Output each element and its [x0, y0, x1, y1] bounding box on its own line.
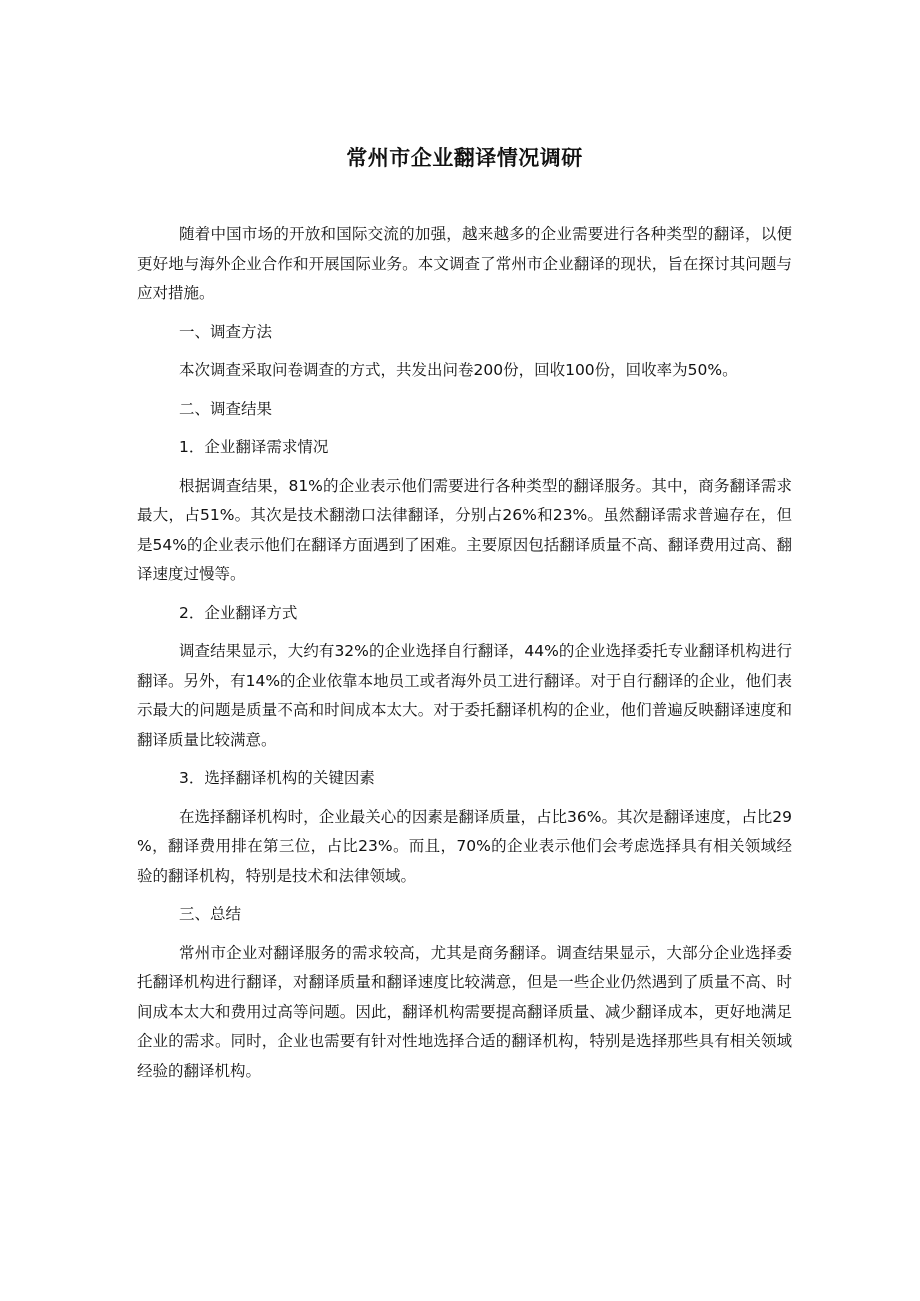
- subheading-demand: 1．企业翻译需求情况: [179, 438, 329, 456]
- section-heading-summary: 三、总结: [179, 905, 242, 923]
- section-heading-methods: 一、调查方法: [179, 322, 273, 341]
- key-factors-paragraph: 在选择翻译机构时，企业最关心的因素是翻译质量，占比36%。其次是翻译速度，占比29%，翻译费用排在第三位，占比23%。而且，70%的企业表示他们会考虑选择具有相关领域经验的翻译机构，特别是技术和法律领域。: [137, 807, 792, 885]
- subheading-methods-of-translation: 2．企业翻译方式: [179, 603, 298, 622]
- intro-paragraph: 随着中国市场的开放和国际交流的加强，越来越多的企业需要进行各种类型的翻译，以便更好地与海外企业合作和开展国际业务。本文调查了常州市企业翻译的现状，旨在探讨其问题与应对措施。: [137, 225, 792, 302]
- methods-paragraph: 本次调查采取问卷调查的方式，共发出问卷200份，回收100份，回收率为50%。: [179, 361, 738, 379]
- section-heading-results: 二、调查结果: [179, 399, 273, 418]
- summary-paragraph: 常州市企业对翻译服务的需求较高，尤其是商务翻译。调查结果显示，大部分企业选择委托翻译机构进行翻译，对翻译质量和翻译速度比较满意，但是一些企业仍然遇到了质量不高、时间成本太大和费用过高等问题。因此，翻译机构需要提高翻译质量、减少翻译成本，更好地满足企业的需求。同时，企业也需要有针对性地选择合适的翻译机构，特别是选择那些具有相关领域经验的翻译机构。: [137, 943, 792, 1080]
- translation-methods-paragraph: 调查结果显示，大约有32%的企业选择自行翻译，44%的企业选择委托专业翻译机构进行翻译。另外，有14%的企业依靠本地员工或者海外员工进行翻译。对于自行翻译的企业，他们表示最大的问题是质量不高和时间成本太大。对于委托翻译机构的企业，他们普遍反映翻译速度和翻译质量比较满意。: [137, 642, 792, 749]
- demand-paragraph: 根据调查结果，81%的企业表示他们需要进行各种类型的翻译服务。其中，商务翻译需求最大，占51%。其次是技术翻渤口法律翻译，分别占26%和23%。虽然翻译需求普遍存在，但是54%的企业表示他们在翻译方面遇到了困难。主要原因包括翻译质量不高、翻译费用过高、翻译速度过慢等。: [137, 476, 792, 583]
- subheading-key-factors: 3．选择翻译机构的关键因素: [179, 769, 375, 787]
- document-title: 常州市企业翻译情况调研: [346, 146, 583, 170]
